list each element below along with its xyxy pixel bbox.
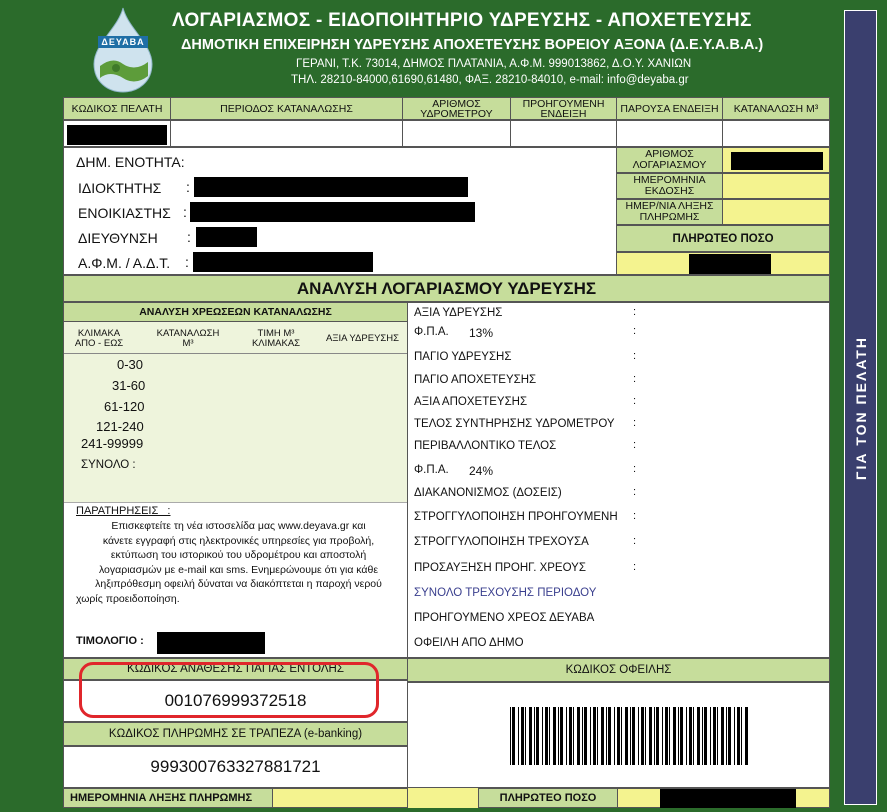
barcode-bar xyxy=(656,707,659,765)
barcode-bar xyxy=(693,707,694,765)
summary-row-colon: : xyxy=(633,373,637,385)
charges-title: ΑΝΑΛΥΣΗ ΧΡΕΩΣΕΩΝ ΚΑΤΑΝΑΛΩΣΗΣ xyxy=(63,302,408,322)
ebanking-code-value: 999300763327881721 xyxy=(150,757,321,776)
barcode-bar xyxy=(673,707,676,765)
bill-title: ΛΟΓΑΡΙΑΣΜΟΣ - ΕΙΔΟΠΟΙΗΤΗΡΙΟ ΥΔΡΕΥΣΗΣ - ΑΠΟΧΕΤΕΥΣΗΣ xyxy=(172,10,752,31)
company-contact: ΤΗΛ. 28210-84000,61690,61480, ΦΑΞ. 28210-84010, e-mail: info@deyaba.gr xyxy=(291,74,689,86)
redacted-account-number xyxy=(731,152,823,170)
barcode-bar xyxy=(521,707,524,765)
barcode-bar xyxy=(669,707,670,765)
summary-row-colon: : xyxy=(633,486,637,498)
tenant-colon: : xyxy=(183,204,187,220)
barcode-bar xyxy=(689,707,692,765)
customer-copy-side-panel xyxy=(844,10,877,805)
barcode-bar xyxy=(566,707,567,765)
logo-text: ΔΕΥΑΒΑ xyxy=(101,37,145,47)
notes-line: εκτύπωση του ιστορικού του υδρομέτρου και αποστολή xyxy=(110,549,367,561)
footer-spacer xyxy=(408,788,478,808)
barcode-bar xyxy=(717,707,718,765)
tier-121-240: 121-240 xyxy=(96,419,144,434)
barcode-bar xyxy=(536,707,539,765)
tier-0-30: 0-30 xyxy=(117,357,144,372)
summary-row-colon: : xyxy=(633,417,637,429)
barcode-bar xyxy=(534,707,535,765)
barcode-bar xyxy=(545,707,548,765)
barcode-bar xyxy=(745,707,748,765)
barcode-bar xyxy=(510,707,511,765)
summary-row-label: ΠΑΓΙΟ ΥΔΡΕΥΣΗΣ xyxy=(414,351,512,363)
divider xyxy=(64,502,407,503)
col-tier: ΚΛΙΜΑΚΑ ΑΠΟ - ΕΩΣ xyxy=(74,328,124,349)
charges-total-label: ΣΥΝΟΛΟ : xyxy=(81,459,136,471)
col-customer-code: ΚΩΔΙΚΟΣ ΠΕΛΑΤΗ xyxy=(63,97,171,120)
summary-row-rate: 24% xyxy=(469,464,494,478)
barcode-bar xyxy=(662,707,663,765)
barcode-bar xyxy=(680,707,683,765)
summary-row-label: ΣΤΡΟΓΓΥΛΟΠΟΙΗΣΗ ΤΡΕΧΟΥΣΑ xyxy=(414,536,589,548)
barcode-bar xyxy=(573,707,574,765)
owner-label: ΙΔΙΟΚΤΗΤΗΣ xyxy=(78,180,162,196)
barcode-bar xyxy=(553,707,556,765)
notes-line: ληξιπρόθεσμη οφειλή δύναται να διακόπτεται η παροχή νερού xyxy=(95,578,382,590)
barcode-bar xyxy=(678,707,679,765)
amount-due-cell xyxy=(616,252,830,275)
municipal-unit-label: ΔΗΜ. ΕΝΟΤΗΤΑ: xyxy=(76,154,185,170)
barcode-bar xyxy=(704,707,707,765)
barcode-bar xyxy=(641,707,644,765)
barcode-bar xyxy=(721,707,724,765)
barcode-bar xyxy=(577,707,580,765)
redacted-afm xyxy=(193,252,373,272)
customer-code-cell xyxy=(63,120,171,147)
redacted-invoice xyxy=(157,632,265,654)
col-tier-consumption: ΚΑΤΑΝΑΛΩΣΗ M³ xyxy=(156,328,220,349)
prev-reading-cell xyxy=(510,120,617,147)
barcode-bar xyxy=(525,707,526,765)
barcode-bar xyxy=(686,707,687,765)
summary-row-label: ΔΙΑΚΑΝΟΝΙΣΜΟΣ (ΔΟΣΕΙΣ) xyxy=(414,487,562,499)
address-colon: : xyxy=(187,229,191,245)
standing-order-code: 001076999372518 xyxy=(63,680,408,722)
barcode-bar xyxy=(621,707,622,765)
barcode-bar xyxy=(582,707,583,765)
issue-date-label: ΗΜΕΡΟΜΗΝΙΑ ΕΚΔΟΣΗΣ xyxy=(616,173,723,199)
barcode-bar xyxy=(649,707,652,765)
invoice-label: ΤΙΜΟΛΟΓΙΟ : xyxy=(76,635,144,647)
redacted-amount xyxy=(689,254,771,274)
redacted-address xyxy=(196,227,257,247)
barcode-bar xyxy=(560,707,563,765)
notes-line: κάνετε εγγραφή στις ηλεκτρονικές υπηρεσίες για προβολή, xyxy=(102,534,375,547)
barcode-bar xyxy=(737,707,740,765)
redacted-owner xyxy=(194,177,468,197)
barcode-bar xyxy=(590,707,591,765)
analysis-title: ΑΝΑΛΥΣΗ ΛΟΓΑΡΙΑΣΜΟΥ ΥΔΡΕΥΣΗΣ xyxy=(63,275,830,302)
meter-cell xyxy=(402,120,511,147)
barcode-bar xyxy=(512,707,515,765)
debt-code-label: ΚΩΔΙΚΟΣ ΟΦΕΙΛΗΣ xyxy=(407,658,830,682)
amount-due-label: ΠΛΗΡΩΤΕΟ ΠΟΣΟ xyxy=(616,225,830,252)
notes-line: λογαριασμών με e-mail και sms. Ενημερώνουμε ότι για κάθε xyxy=(98,563,379,576)
summary-row-label: ΠΑΓΙΟ ΑΠΟΧΕΤΕΥΣΗΣ xyxy=(414,374,537,386)
barcode-bar xyxy=(734,707,735,765)
barcode-bar xyxy=(614,707,615,765)
barcode-bar xyxy=(728,707,731,765)
summary-row-label: ΠΕΡΙΒΑΛΛΟΝΤΙΚΟ ΤΕΛΟΣ xyxy=(414,440,557,452)
barcode-bar xyxy=(601,707,604,765)
afm-colon: : xyxy=(185,254,189,270)
summary-row-label: ΣΥΝΟΛΟ ΤΡΕΧΟΥΣΗΣ ΠΕΡΙΟΔΟΥ xyxy=(414,587,597,599)
barcode-bar xyxy=(638,707,639,765)
summary-row-colon: : xyxy=(633,350,637,362)
ebanking-label: ΚΩΔΙΚΟΣ ΠΛΗΡΩΜΗΣ ΣΕ ΤΡΑΠΕΖΑ (e-banking) xyxy=(63,722,408,746)
summary-row-label: Φ.Π.Α. xyxy=(414,464,449,476)
summary-row-label: ΣΤΡΟΓΓΥΛΟΠΟΙΗΣΗ ΠΡΟΗΓΟΥΜΕΝΗ xyxy=(414,511,618,523)
company-address: ΓΕΡΑΝΙ, Τ.Κ. 73014, ΔΗΜΟΣ ΠΛΑΤΑΝΙΑ, Α.Φ.Μ. 999013862, Δ.Ο.Υ. ΧΑΝΙΩΝ xyxy=(296,58,692,70)
period-cell xyxy=(170,120,403,147)
barcode-bar xyxy=(617,707,620,765)
summary-row-colon: : xyxy=(633,463,637,475)
barcode xyxy=(510,707,750,765)
summary-row-label: ΑΞΙΑ ΥΔΡΕΥΣΗΣ xyxy=(414,307,503,319)
notes-line: Επισκεφτείτε τη νέα ιστοσελίδα μας www.deyava.gr και xyxy=(111,520,366,532)
tenant-label: ΕΝΟΙΚΙΑΣΤΗΣ xyxy=(78,205,171,221)
redacted-customer-code xyxy=(67,125,167,145)
summary-row-colon: : xyxy=(633,395,637,407)
col-consumption: ΚΑΤΑΝΑΛΩΣΗ M³ xyxy=(722,97,830,120)
redacted-tenant xyxy=(190,202,475,222)
barcode-bar xyxy=(665,707,668,765)
barcode-bar xyxy=(569,707,572,765)
summary-row-colon: : xyxy=(633,439,637,451)
summary-row-label: ΠΡΟΗΓΟΥΜΕΝΟ ΧΡΕΟΣ ΔΕΥΑΒΑ xyxy=(414,612,595,624)
barcode-bar xyxy=(597,707,598,765)
barcode-bar xyxy=(584,707,587,765)
summary-row-label: Φ.Π.Α. xyxy=(414,326,449,338)
col-tier-price: ΤΙΜΗ M³ ΚΛΙΜΑΚΑΣ xyxy=(251,328,301,349)
col-previous-reading: ΠΡΟΗΓΟΥΜΕΝΗ ΕΝΔΕΙΞΗ xyxy=(510,97,617,120)
issue-date-cell xyxy=(722,173,830,199)
barcode-bar xyxy=(606,707,607,765)
barcode-bar xyxy=(710,707,711,765)
logo xyxy=(88,6,158,94)
summary-row-colon: : xyxy=(633,325,637,337)
barcode-bar xyxy=(630,707,631,765)
due-date-cell xyxy=(722,199,830,225)
summary-row-colon: : xyxy=(633,306,637,318)
tier-31-60: 31-60 xyxy=(112,378,146,393)
barcode-bar xyxy=(702,707,703,765)
barcode-bar xyxy=(542,707,543,765)
company-name: ΔΗΜΟΤΙΚΗ ΕΠΙΧΕΙΡΗΣΗ ΥΔΡΕΥΣΗΣ ΑΠΟΧΕΤΕΥΣΗΣ ΒΟΡΕΙΟΥ ΑΞΟΝΑ (Δ.Ε.Υ.Α.Β.Α.) xyxy=(181,37,764,53)
summary-row-colon: : xyxy=(633,535,637,547)
barcode-bar xyxy=(558,707,559,765)
owner-colon: : xyxy=(186,179,190,195)
footer-amount-cell xyxy=(617,788,830,808)
summary-row-label: ΤΕΛΟΣ ΣΥΝΤΗΡΗΣΗΣ ΥΔΡΟΜΕΤΡΟΥ xyxy=(414,418,615,430)
footer-due-date-cell xyxy=(272,788,408,808)
afm-label: Α.Φ.Μ. / Α.Δ.Τ. xyxy=(78,255,171,271)
barcode-bar xyxy=(549,707,550,765)
barcode-bar xyxy=(518,707,519,765)
summary-row-label: ΑΞΙΑ ΑΠΟΧΕΤΕΥΣΗΣ xyxy=(414,396,528,408)
notes-text xyxy=(76,519,401,606)
notes-line: χωρίς προειδοποίηση. xyxy=(76,592,180,605)
curr-reading-cell xyxy=(616,120,723,147)
barcode-bar xyxy=(593,707,596,765)
barcode-bar xyxy=(632,707,635,765)
consumption-cell xyxy=(722,120,830,147)
account-number-label: ΑΡΙΘΜΟΣ ΛΟΓΑΡΙΑΣΜΟΥ xyxy=(616,147,723,173)
summary-row-rate: 13% xyxy=(469,326,494,340)
barcode-bar xyxy=(529,707,532,765)
barcode-panel xyxy=(407,682,830,788)
barcode-bar xyxy=(726,707,727,765)
barcode-bar xyxy=(713,707,716,765)
notes-title: ΠΑΡΑΤΗΡΗΣΕΙΣ : xyxy=(76,505,171,517)
footer-amount-label: ΠΛΗΡΩΤΕΟ ΠΟΣΟ xyxy=(478,788,618,808)
col-period: ΠΕΡΙΟΔΟΣ ΚΑΤΑΝΑΛΩΣΗΣ xyxy=(170,97,403,120)
ebanking-code xyxy=(63,746,408,788)
footer-due-date-label: ΗΜΕΡΟΜΗΝΙΑ ΛΗΞΗΣ ΠΛΗΡΩΜΗΣ xyxy=(63,788,273,808)
standing-order-label: ΚΩΔΙΚΟΣ ΑΝΑΘΕΣΗΣ ΠΑΓΙΑΣ ΕΝΤΟΛΗΣ xyxy=(63,658,408,680)
address-label: ΔΙΕΥΘΥΝΣΗ xyxy=(78,230,158,246)
due-date-label: ΗΜΕΡ/ΝΙΑ ΛΗΞΗΣ ΠΛΗΡΩΜΗΣ xyxy=(616,199,723,225)
col-tier-value: ΑΞΙΑ ΥΔΡΕΥΣΗΣ xyxy=(325,333,400,344)
tier-61-120: 61-120 xyxy=(104,399,145,414)
barcode-bar xyxy=(741,707,742,765)
account-number-cell xyxy=(722,147,830,173)
barcode-bar xyxy=(697,707,700,765)
barcode-bar xyxy=(654,707,655,765)
summary-row-colon: : xyxy=(633,561,637,573)
tier-241-99999: 241-99999 xyxy=(81,436,144,451)
highlight-circle xyxy=(79,662,379,718)
redacted-footer-amount xyxy=(660,789,796,808)
summary-row-colon: : xyxy=(633,510,637,522)
col-meter-number: ΑΡΙΘΜΟΣ ΥΔΡΟΜΕΤΡΟΥ xyxy=(402,97,511,120)
barcode-bar xyxy=(625,707,628,765)
barcode-bar xyxy=(608,707,611,765)
side-label: ΓΙΑ ΤΟΝ ΠΕΛΑΤΗ xyxy=(852,335,869,480)
barcode-bar xyxy=(645,707,646,765)
col-current-reading: ΠΑΡΟΥΣΑ ΕΝΔΕΙΞΗ xyxy=(616,97,723,120)
summary-row-label: ΠΡΟΣΑΥΞΗΣΗ ΠΡΟΗΓ. ΧΡΕΟΥΣ xyxy=(414,562,586,574)
summary-row-label: ΟΦΕΙΛΗ ΑΠΟ ΔΗΜΟ xyxy=(414,637,524,649)
